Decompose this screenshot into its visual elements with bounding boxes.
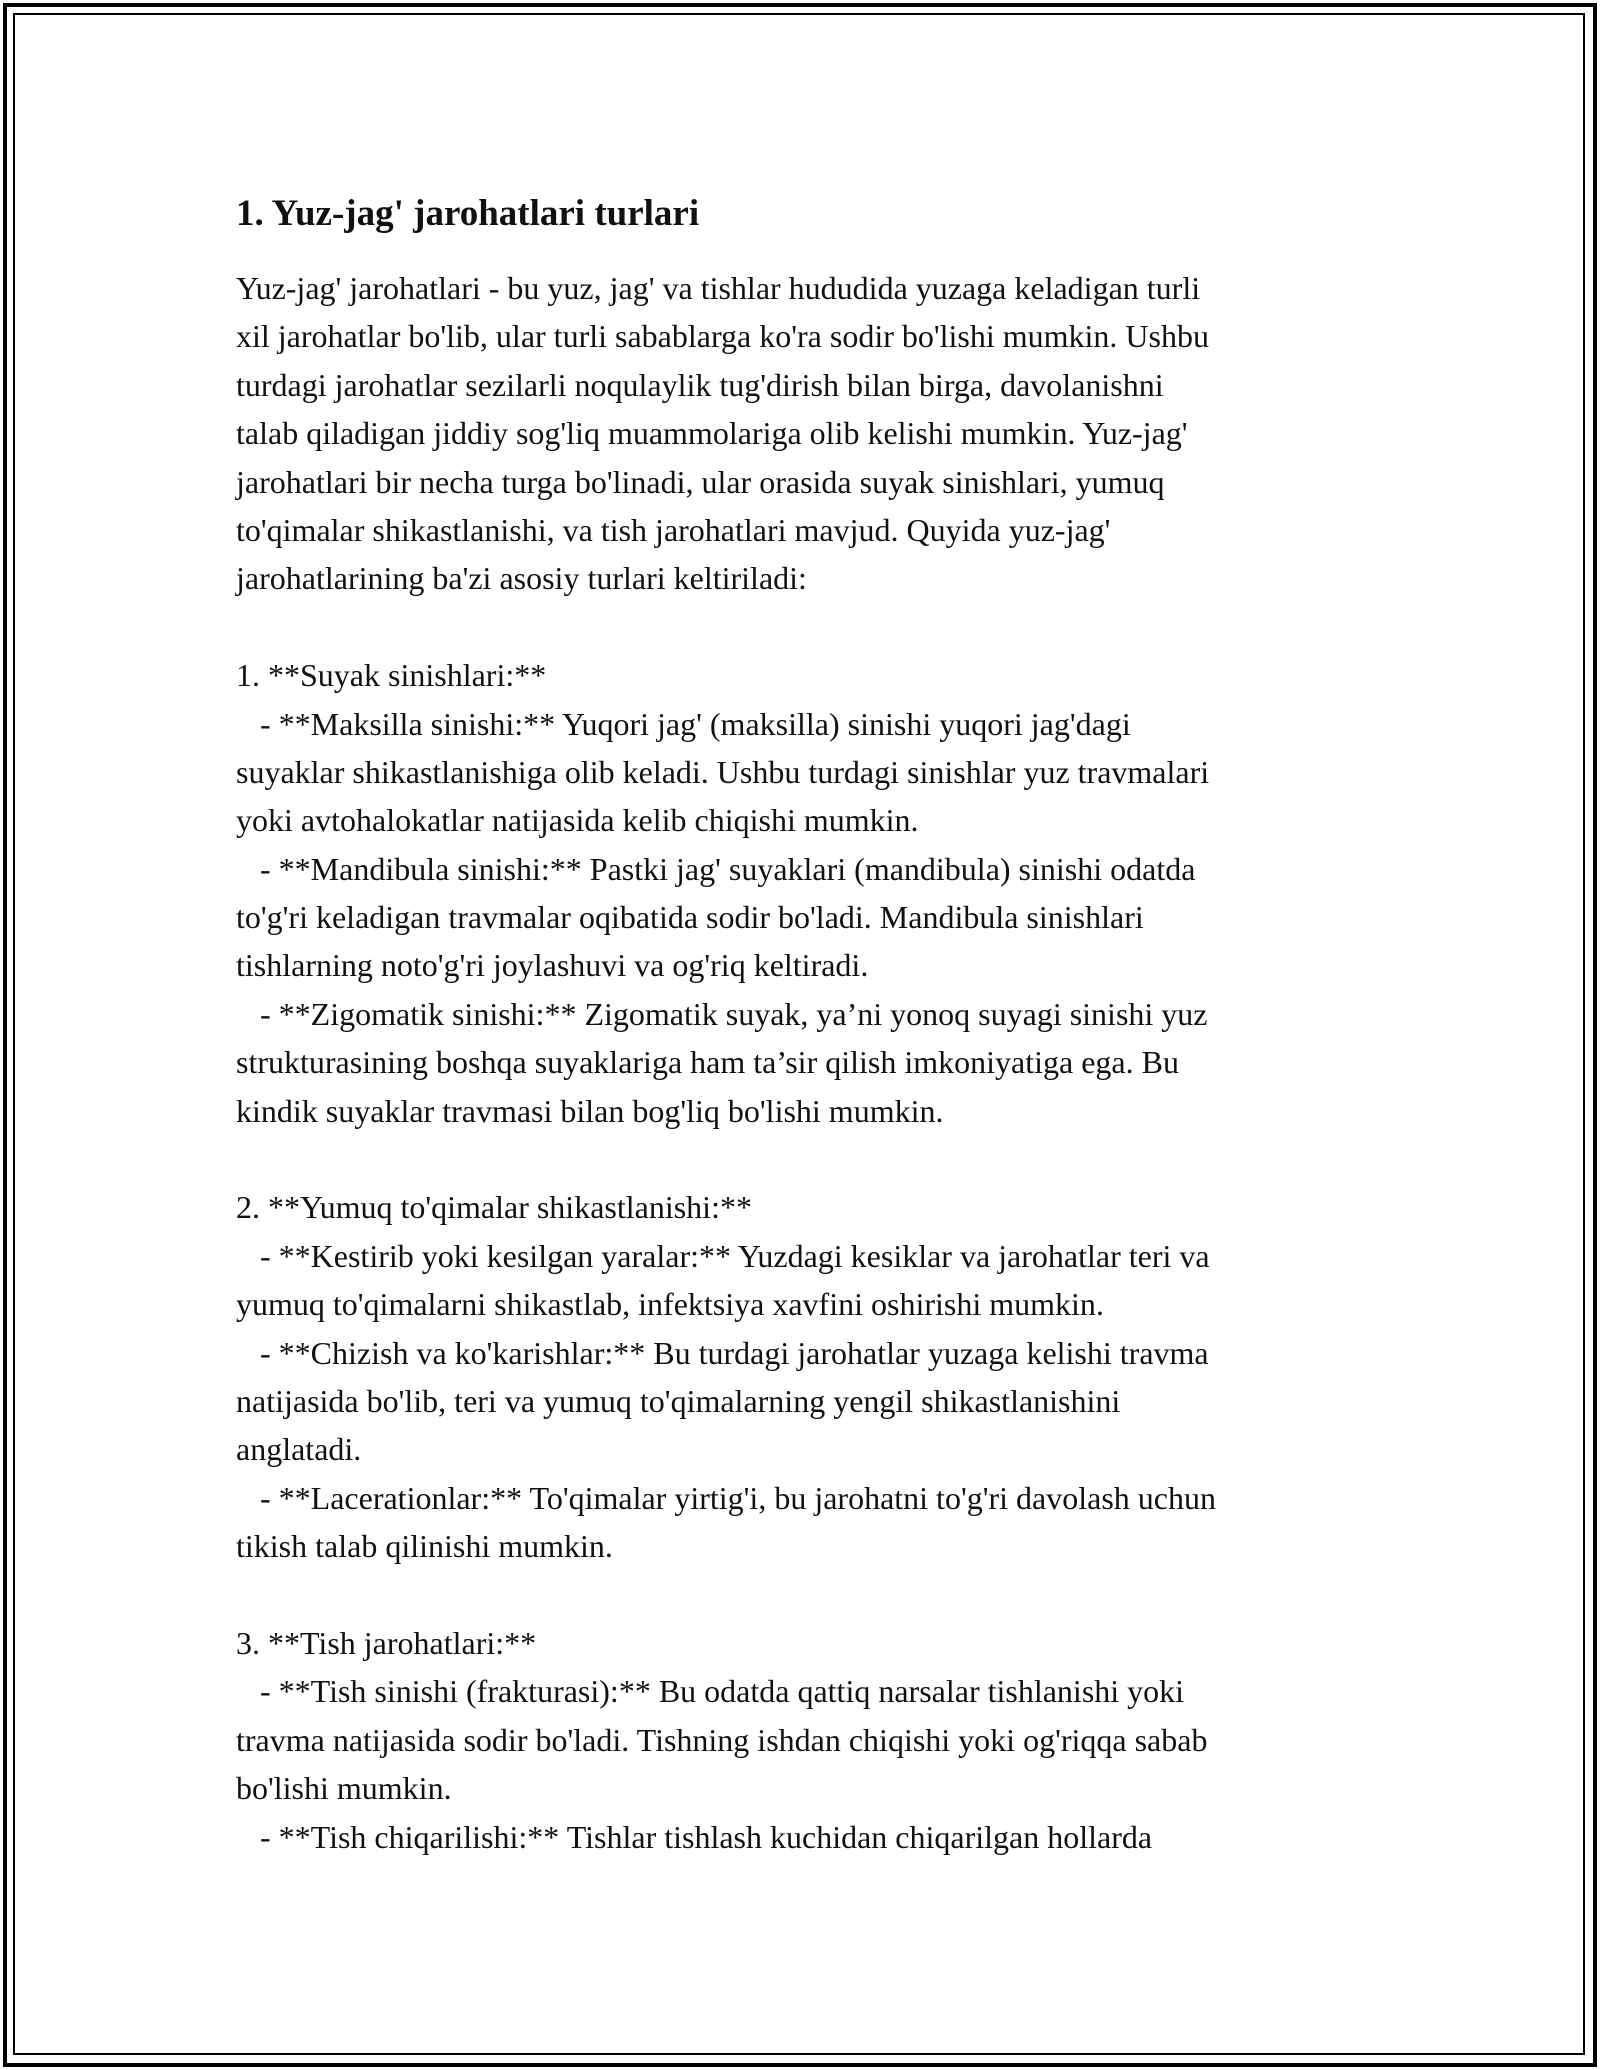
text-line: Yuz-jag' jarohatlari - bu yuz, jag' va tishlar hududida yuzaga keladigan turli <box>236 270 1201 306</box>
list-item-line: yumuq to'qimalarni shikastlab, infektsiya xavfini oshirishi mumkin. <box>236 1286 1104 1323</box>
list-item-line: - **Tish sinishi (frakturasi):** Bu odatda qattiq narsalar tishlanishi yoki <box>236 1673 1185 1710</box>
list-item-line: tishlarning noto'g'ri joylashuvi va og'riq keltiradi. <box>236 947 869 984</box>
list-item-line: - **Mandibula sinishi:** Pastki jag' suyaklari (mandibula) sinishi odatda <box>236 850 1196 887</box>
list-item-line: kindik suyaklar travmasi bilan bog'liq bo'lishi mumkin. <box>236 1092 944 1129</box>
list-item-line: - **Lacerationlar:** To'qimalar yirtig'i, bu jarohatni to'g'ri davolash uchun <box>236 1479 1216 1516</box>
paragraph-spacer <box>236 1571 1366 1619</box>
text-line: xil jarohatlar bo'lib, ular turli sabablarga ko'ra sodir bo'lishi mumkin. Ushbu <box>236 318 1209 355</box>
text-line: turdagi jarohatlar sezilarli noqulaylik tug'dirish bilan birga, davolanishni <box>236 366 1164 403</box>
list-item-line: - **Maksilla sinishi:** Yuqori jag' (maksilla) sinishi yuqori jag'dagi <box>236 705 1131 742</box>
list-item-line: to'g'ri keladigan travmalar oqibatida sodir bo'ladi. Mandibula sinishlari <box>236 899 1144 936</box>
list-heading: 1. **Suyak sinishlari:** <box>236 657 547 694</box>
list-item-line: - **Kestirib yoki kesilgan yaralar:** Yuzdagi kesiklar va jarohatlar teri va <box>236 1237 1210 1274</box>
list-item-line: natijasida bo'lib, teri va yumuq to'qimalarning yengil shikastlanishini <box>236 1382 1121 1419</box>
list-item-line: anglatadi. <box>236 1431 362 1468</box>
text-line: to'qimalar shikastlanishi, va tish jarohatlari mavjud. Quyida yuz-jag' <box>236 511 1111 548</box>
list-heading: 2. **Yumuq to'qimalar shikastlanishi:** <box>236 1189 752 1226</box>
list-section-bone-fractures <box>236 651 1366 1135</box>
text-line: jarohatlari bir necha turga bo'linadi, ular orasida suyak sinishlari, yumuq <box>236 463 1165 500</box>
list-heading: 3. **Tish jarohatlari:** <box>236 1624 537 1661</box>
text-line: jarohatlarining ba'zi asosiy turlari keltiriladi: <box>236 560 807 597</box>
document-body <box>236 186 1366 1861</box>
paragraph-spacer <box>236 1135 1366 1183</box>
list-item-line: suyaklar shikastlanishiga olib keladi. Ushbu turdagi sinishlar yuz travmalari <box>236 753 1210 790</box>
paragraph-spacer <box>236 603 1366 651</box>
list-item-line: - **Zigomatik sinishi:** Zigomatik suyak, ya’ni yonoq suyagi sinishi yuz <box>236 995 1208 1032</box>
list-item-line: - **Tish chiqarilishi:** Tishlar tishlash kuchidan chiqarilgan hollarda <box>236 1818 1153 1855</box>
list-item-line: travma natijasida sodir bo'ladi. Tishning ishdan chiqishi yoki og'riqqa sabab <box>236 1721 1208 1758</box>
list-item-line: yoki avtohalokatlar natijasida kelib chiqishi mumkin. <box>236 802 919 839</box>
list-section-soft-tissue <box>236 1183 1366 1570</box>
text-line: talab qiladigan jiddiy sog'liq muammolariga olib kelishi mumkin. Yuz-jag' <box>236 415 1188 452</box>
intro-paragraph <box>236 264 1366 603</box>
list-item-line: tikish talab qilinishi mumkin. <box>236 1528 613 1565</box>
section-heading: 1. Yuz-jag' jarohatlari turlari <box>236 193 700 234</box>
list-item-line: bo'lishi mumkin. <box>236 1770 452 1807</box>
list-item-line: - **Chizish va ko'karishlar:** Bu turdagi jarohatlar yuzaga kelishi travma <box>236 1334 1209 1371</box>
list-item-line: strukturasining boshqa suyaklariga ham ta’sir qilish imkoniyatiga ega. Bu <box>236 1044 1179 1081</box>
list-section-dental <box>236 1619 1366 1861</box>
